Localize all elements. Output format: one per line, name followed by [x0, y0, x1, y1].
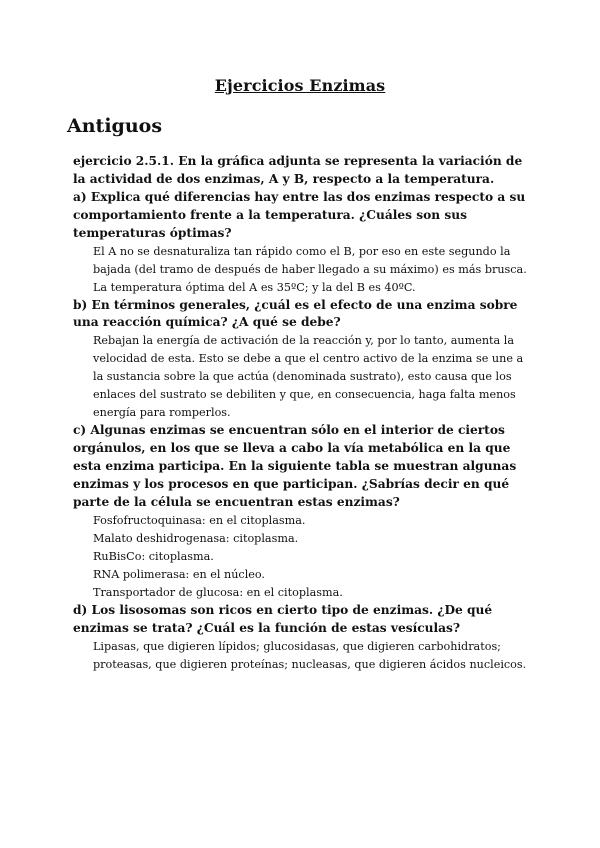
question-a: a) Explica qué diferencias hay entre las dos enzimas respecto a su comportamiento frente a la temperatura. ¿Cuáles son sus temperaturas óptimas?	[73, 189, 526, 240]
section-heading: Antiguos	[67, 115, 163, 137]
question-c: c) Algunas enzimas se encuentran sólo en el interior de ciertos orgánulos, en los que se lleva a cabo la vía metabólica en la que esta enzima participa. En la siguiente tabla se muestran algunas enzimas y los procesos en que participan. ¿Sabrías decir en qué parte de la célula se encuentran estas enzimas?	[73, 423, 517, 509]
answer-b: Rebajan la energía de activación de la reacción y, por lo tanto, aumenta la velocidad de esta. Esto se debe a que el centro activo de la enzima se une a la sustancia sobre la que actúa (denominada sustrato), esto causa que los enlaces del sustrato se debiliten y que, en consecuencia, haga falta menos energía para romperlos.	[93, 334, 524, 420]
list-item: RuBisCo: citoplasma.	[93, 549, 214, 563]
exercise-intro: ejercicio 2.5.1. En la gráfica adjunta se representa la variación de la actividad de dos enzimas, A y B, respecto a la temperatura.	[73, 154, 523, 186]
list-item: Fosfofructoquinasa: en el citoplasma.	[93, 513, 306, 527]
answer-a-line-1: El A no se desnaturaliza tan rápido como el B, por eso en este segundo la bajada (del tramo de después de haber llegado a su máximo) es más brusca.	[93, 244, 527, 276]
question-d: d) Los lisosomas son ricos en cierto tipo de enzimas. ¿De qué enzimas se trata? ¿Cuál es la función de estas vesículas?	[73, 602, 493, 635]
exercise-body	[73, 153, 533, 674]
list-item: Transportador de glucosa: en el citoplasma.	[93, 585, 343, 599]
list-item: Malato deshidrogenasa: citoplasma.	[93, 531, 299, 545]
question-b: b) En términos generales, ¿cuál es el efecto de una enzima sobre una reacción química? ¿A qué se debe?	[73, 297, 518, 330]
document-title: Ejercicios Enzimas	[214, 76, 386, 95]
list-item: RNA polimerasa: en el núcleo.	[93, 567, 265, 581]
answer-d: Lipasas, que digieren lípidos; glucosidasas, que digieren carbohidratos; proteasas, que digieren proteínas; nucleasas, que digieren ácidos nucleicos.	[93, 639, 527, 671]
answer-a-line-2: La temperatura óptima del A es 35ºC; y la del B es 40ºC.	[93, 280, 416, 294]
answer-c-list	[73, 512, 533, 602]
